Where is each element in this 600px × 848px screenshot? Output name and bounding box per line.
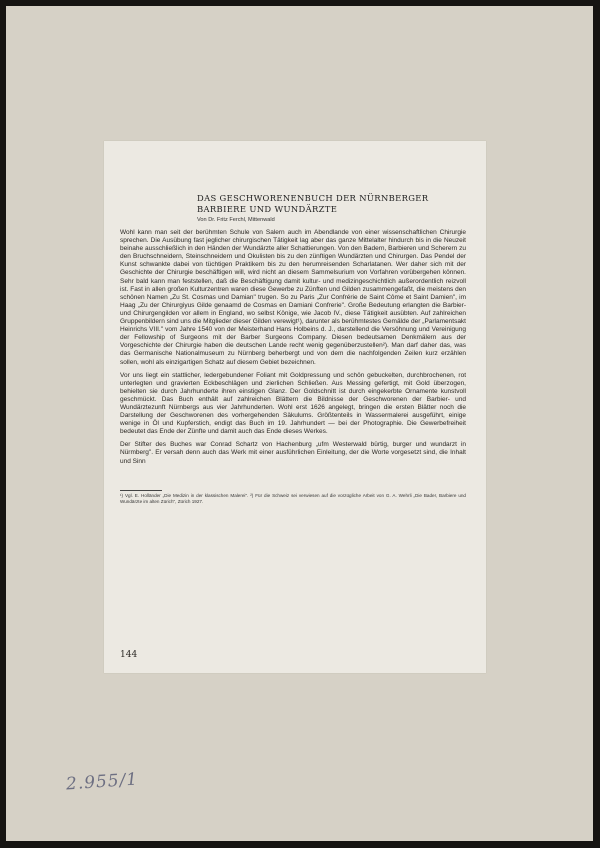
- title-line-1: DAS GESCHWORENENBUCH DER NÜRNBERGER: [197, 193, 429, 203]
- article-title: [197, 193, 466, 215]
- paragraph-2: Vor uns liegt ein stattlicher, ledergebundener Foliant mit Goldpressung und schön gebuckelten, durchbrochenen, rot unterlegten und gravierten Eckbeschlägen und zierlichen Schließen. Aus Messing gefertigt, mit Gold überzogen, behielten sie durch Jahrhunderte ihren einstigen Glanz. Der Goldschnitt ist durch eingekerbte Ornamente kunstvoll geschmückt. Das Buch enthält auf zahlreichen Blättern die Bildnisse der Geschworenen der Barbier- und Wundärztezunft Nürnbergs aus vier Jahrhunderten. Wohl erst 1626 angelegt, bringen die ersten Blätter noch die Darstellung der Geschworenen des vorhergehenden Säkulums. Größtenteils in Wassermalerei ausgeführt, einige wenige in Öl und Kupferstich, endigt das Buch im 19. Jahrhundert — bei der Photographie. Die Gewerbefreiheit bedeutet das Ende der Zünfte und damit auch das Ende dieses Werkes.: [120, 371, 466, 436]
- article: [120, 193, 466, 505]
- article-body: [120, 229, 466, 466]
- paragraph-3: Der Stifter des Buches war Conrad Schartz von Hachenburg „ufm Westerwald bürtig, burger und wundarzt in Nürmberg". Er versah denn auch das Werk mit einer ausführlichen Einleitung, der die Worte vorgesetzt sind, die Inhalt und Sinn: [120, 441, 466, 465]
- article-author: Von Dr. Fritz Ferchl, Mittenwald: [197, 217, 275, 223]
- title-line-2: BARBIERE UND WUNDÄRZTE: [197, 204, 338, 214]
- paragraph-1: Wohl kann man seit der berühmten Schule von Salern auch im Abendlande von einer wissenschaftlichen Chirurgie sprechen. Die Ausübung fast jeglicher chirurgischen Tätigkeit lag aber das ganze Mittelalter hindurch bis in die Neuzeit beinahe ausschließlich in den Händen der Wundärzte aller Schattierungen. Von den Badern, Barbieren und Scherern zu den Bruchschneidern, Steinschneidern und Okulisten bis zu den zünftigen Wundärzten und Chirurgen. Das Pendel der Kunst schwankte dabei von tüchtigen Praktikern bis zu den herumreisenden Scharlatanen. Wer daher sich mit der Geschichte der Chirurgie beschäftigen will, wird nicht an diesem Sammelsurium von Vorfahren vorübergehen können. Sehr bald kann man feststellen, daß die Beschäftigung damit kultur- und medizingeschichtlich außerordentlich reizvoll ist. Fast in allen großen Kulturzentren waren diese Gewerbe zu Zünften und Gilden zusammengefaßt, die meistens den schönen Namen „Zu St. Cosmas und Damian" trugen. So zu Paris „Zur Confrérie de Saint Côme et Saint Damien", im Haag „Zu der Chirurgiyus Gilde genaamd de Cosmas en Damiani Confrerie". Große Bedeutung erlangten die Barbier- und Chirurgengilden vor allem in England, wo selbst Könige, wie Jacob IV., diese Tätigkeit ausübten. Auf zahlreichen Gruppenbildern sind uns die Mitglieder dieser Gilden verewigt¹), darunter als berühmtestes Gemälde der „Parlamentsakt Heinrichs VIII." vom Jahre 1540 von der Meisterhand Hans Holbeins d. J., darstellend die Versöhnung und Vereinigung der Fellowship of Surgeons mit der Barber Surgeons Company. Diesen bedeutsamen Denkmälern aus der Vorgeschichte der Chirurgie haben die deutschen Lande recht wenig gegenüberzustellen²). Man darf daher das, was das Germanische Nationalmuseum zu Nürnberg beherbergt und von dem die nachfolgenden Zeilen kurz erzählen sollen, wohl als einzigartigen Schatz auf diesem Gebiet bezeichnen.: [120, 229, 466, 366]
- footnote-rule: [120, 490, 162, 491]
- handwritten-inventory-number: 2.955/1: [65, 769, 139, 795]
- page-number: 144: [120, 650, 138, 660]
- footnote: ¹) Vgl. E. Holländer „Die Medizin in der klassischen Malerei". ²) Für die Schweiz sei verwiesen auf die vorzügliche Arbeit von G. A. Wehrli „Die Bader, Barbiere und Wundärzte im alten Zürich", Zürich 1927.: [120, 492, 466, 504]
